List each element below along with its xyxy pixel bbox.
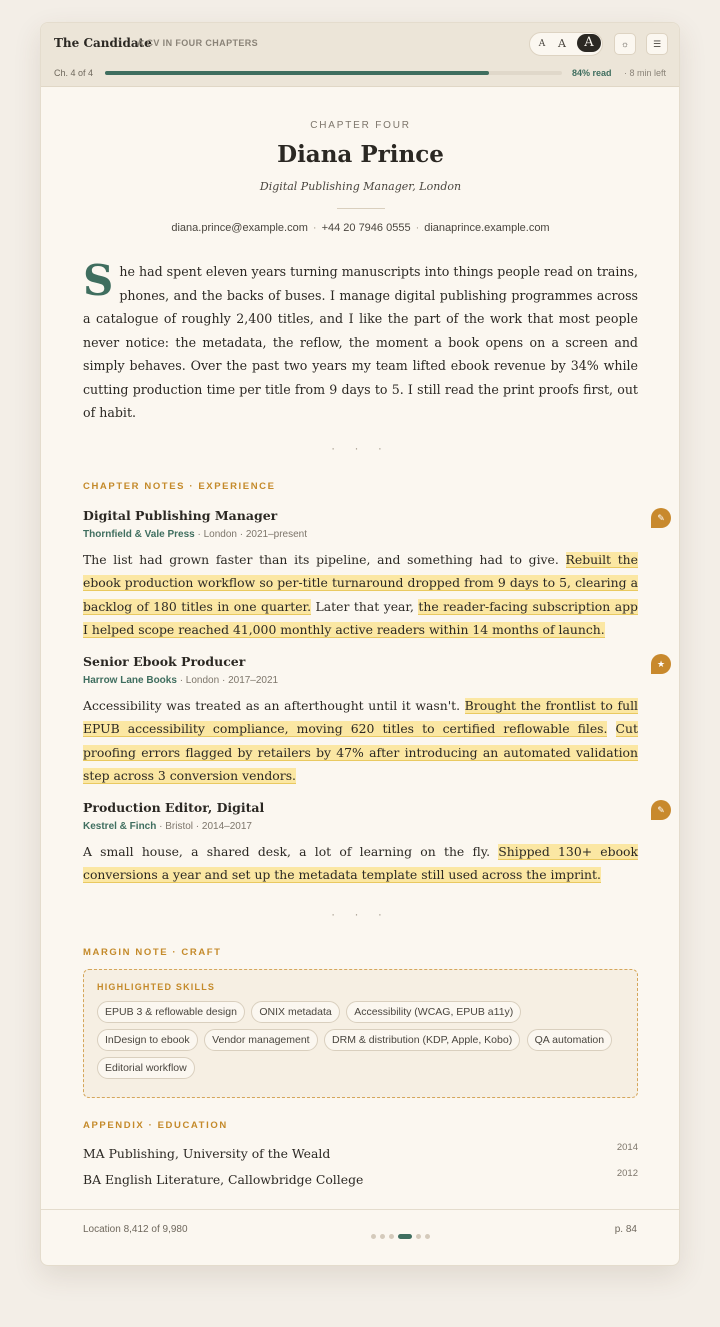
job-intro: The list had grown faster than its pipeline, and something had to give. [83,551,566,567]
candidate-name: Diana Prince [277,141,444,168]
page-number: p. 84 [614,1224,637,1235]
job-description [83,840,638,887]
job-title: Senior Ebook Producer [83,653,246,669]
font-size-control [529,32,603,56]
skills-box-label: HIGHLIGHTED SKILLS [97,981,216,992]
summary-paragraph [83,256,638,425]
degree-year: 2012 [616,1167,638,1179]
skill-chip[interactable]: Editorial workflow [97,1057,195,1079]
highlight[interactable]: Rebuilt the ebook production workflow so per-title turnaround dropped from 9 days to 5, clearing a backlog of 180 titles in one quarter. [83,551,638,614]
job-description [83,694,638,788]
sun-icon: ☼ [620,39,630,49]
job-entry [83,799,665,887]
job-meta [83,821,638,832]
page-content [83,87,666,1187]
separator: · [312,222,317,234]
skill-chip[interactable]: DRM & distribution (KDP, Apple, Kobo) [324,1029,520,1051]
job-title: Production Editor, Digital [83,799,265,815]
font-size-large-button[interactable]: A [577,34,601,52]
degree: MA Publishing, University of the Weald [83,1145,331,1161]
skill-chip[interactable]: QA automation [527,1029,612,1051]
skill-chip[interactable]: ONIX metadata [251,1001,339,1023]
reading-progress [41,64,679,87]
job-entry [83,507,665,642]
job-intro: A small house, a shared desk, a lot of learning on the fly. [83,843,499,859]
job-mid [607,721,615,736]
page-dot[interactable] [371,1234,376,1239]
degree-year: 2014 [616,1141,638,1153]
phone-link[interactable]: +44 20 7946 0555 [321,222,411,234]
percent-read: 84% read [572,68,612,78]
skill-chip[interactable]: Accessibility (WCAG, EPUB a11y) [346,1001,521,1023]
highlight[interactable]: Brought the frontlist to full EPUB accessibility compliance, moving 620 titles to certified reflowable files. [83,697,638,736]
candidate-role: Digital Publishing Manager, London [259,180,462,193]
table-of-contents-button[interactable] [646,33,668,55]
section-divider: · · · [331,906,390,921]
highlight[interactable]: Cut proofing errors flagged by retailers by 47% after introducing an automated validation step across 3 conversion vendors. [83,721,638,783]
job-location-dates: · London · 2021–present [194,528,308,540]
app-subtitle: A CV IN FOUR CHAPTERS [137,38,259,48]
list-icon: ☰ [652,39,662,49]
skill-chip[interactable]: EPUB 3 & reflowable design [97,1001,245,1023]
degree: BA English Literature, Callowbridge College [83,1171,364,1187]
page-dots [371,1228,434,1246]
job-meta [83,529,638,540]
education-row [83,1167,638,1187]
skill-chip[interactable]: InDesign to ebook [97,1029,198,1051]
company-name[interactable]: Thornfield & Vale Press [83,528,195,540]
font-size-medium-button[interactable]: A [558,37,566,50]
job-meta [83,675,638,686]
pencil-icon[interactable]: ✎ [651,508,671,528]
reader-footer [41,1209,679,1266]
job-title: Digital Publishing Manager [83,507,278,523]
progress-track[interactable] [105,71,562,75]
skills-section-label: MARGIN NOTE · CRAFT [83,946,222,958]
star-icon[interactable]: ★ [651,654,671,674]
page-dot[interactable] [416,1234,421,1239]
highlight[interactable]: the reader-facing subscription app I helped scope reached 41,000 monthly active readers within 14 months of launch. [83,598,638,637]
title-rule [337,208,385,209]
time-left: · 8 min left [624,68,667,78]
separator: · [415,222,420,234]
page-dot-active[interactable] [398,1234,412,1239]
section-divider: · · · [331,440,390,455]
page-dot[interactable] [389,1234,394,1239]
reader-window [40,22,680,1266]
summary-text: he had spent eleven years turning manuscripts into things people read on trains, phones, and the backs of buses. I manage digital publishing programmes across a catalogue of roughly 2,400 titles, and I like the part of the work that most people never notice: the metadata, the reflow, the moment a book opens on a screen and simply behaves. Over the past two years my team lifted ebook revenue by 34% while cutting production time per title from 9 days to 5. I still read the print proofs first, out of habit. [83,264,638,420]
chapter-eyebrow: CHAPTER FOUR [310,120,411,131]
skill-chip[interactable]: Vendor management [204,1029,317,1051]
skills-box [83,969,638,1098]
job-location-dates: · Bristol · 2014–2017 [156,820,252,832]
job-location-dates: · London · 2017–2021 [176,674,279,686]
progress-fill [105,71,489,75]
education-row [83,1141,638,1161]
drop-cap: S [83,256,114,305]
email-link[interactable]: diana.prince@example.com [171,222,308,234]
app-title: The Candidate [54,36,152,50]
skill-chips [97,1001,624,1085]
contact-line [83,222,638,234]
page-dot[interactable] [425,1234,430,1239]
company-name[interactable]: Kestrel & Finch [83,820,157,832]
job-entry [83,653,666,788]
location-indicator: Location 8,412 of 9,980 [83,1224,188,1235]
website-link[interactable]: dianaprince.example.com [424,222,550,234]
education-section-label: APPENDIX · EDUCATION [83,1119,228,1131]
highlight[interactable]: Shipped 130+ ebook conversions a year and set up the metadata template still used across the imprint. [83,843,638,882]
pencil-icon[interactable]: ✎ [651,800,671,820]
job-description [83,548,638,642]
company-name[interactable]: Harrow Lane Books [83,674,177,686]
job-mid: Later that year, [311,598,419,614]
chapter-count: Ch. 4 of 4 [54,68,94,78]
experience-section-label: CHAPTER NOTES · EXPERIENCE [83,480,276,492]
theme-toggle-button[interactable] [614,33,636,55]
top-bar [41,23,679,65]
page-dot[interactable] [380,1234,385,1239]
job-intro: Accessibility was treated as an afterthought until it wasn't. [83,697,465,713]
font-size-small-button[interactable]: A [538,39,546,49]
